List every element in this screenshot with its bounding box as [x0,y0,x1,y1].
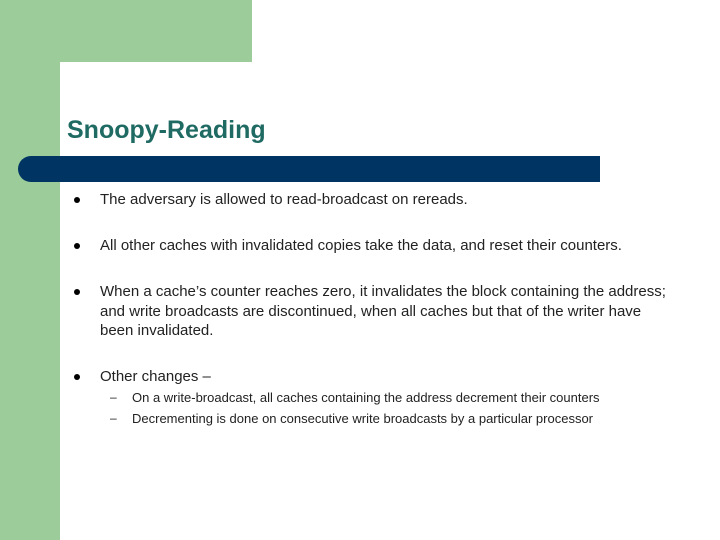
dash-icon: – [110,390,117,404]
bullet-item [100,282,675,341]
sub-bullet-item [110,389,692,406]
bullet-dot-icon [74,243,80,249]
bullet-text: All other caches with invalidated copies take the data, and reset their counters. [100,237,622,254]
bullet-text: Other changes – [100,368,211,385]
sub-bullet-text: On a write-broadcast, all caches containing the address decrement their counters [132,390,600,405]
sub-bullet-item [110,410,692,427]
bullet-item [100,367,675,387]
dash-icon: – [110,411,117,425]
bullet-dot-icon [74,197,80,203]
bullet-dot-icon [74,289,80,295]
bullet-text: The adversary is allowed to read-broadcast on rereads. [100,191,468,208]
bullet-item [100,236,675,256]
bullet-text: When a cache’s counter reaches zero, it invalidates the block containing the address; and write broadcasts are discontinued, when all caches but that of the writer have been invalidated. [100,283,666,339]
bullet-item [100,190,675,210]
slide-title: Snoopy-Reading [67,116,266,144]
bullet-dot-icon [74,374,80,380]
sub-bullet-text: Decrementing is done on consecutive write broadcasts by a particular processor [132,411,594,426]
